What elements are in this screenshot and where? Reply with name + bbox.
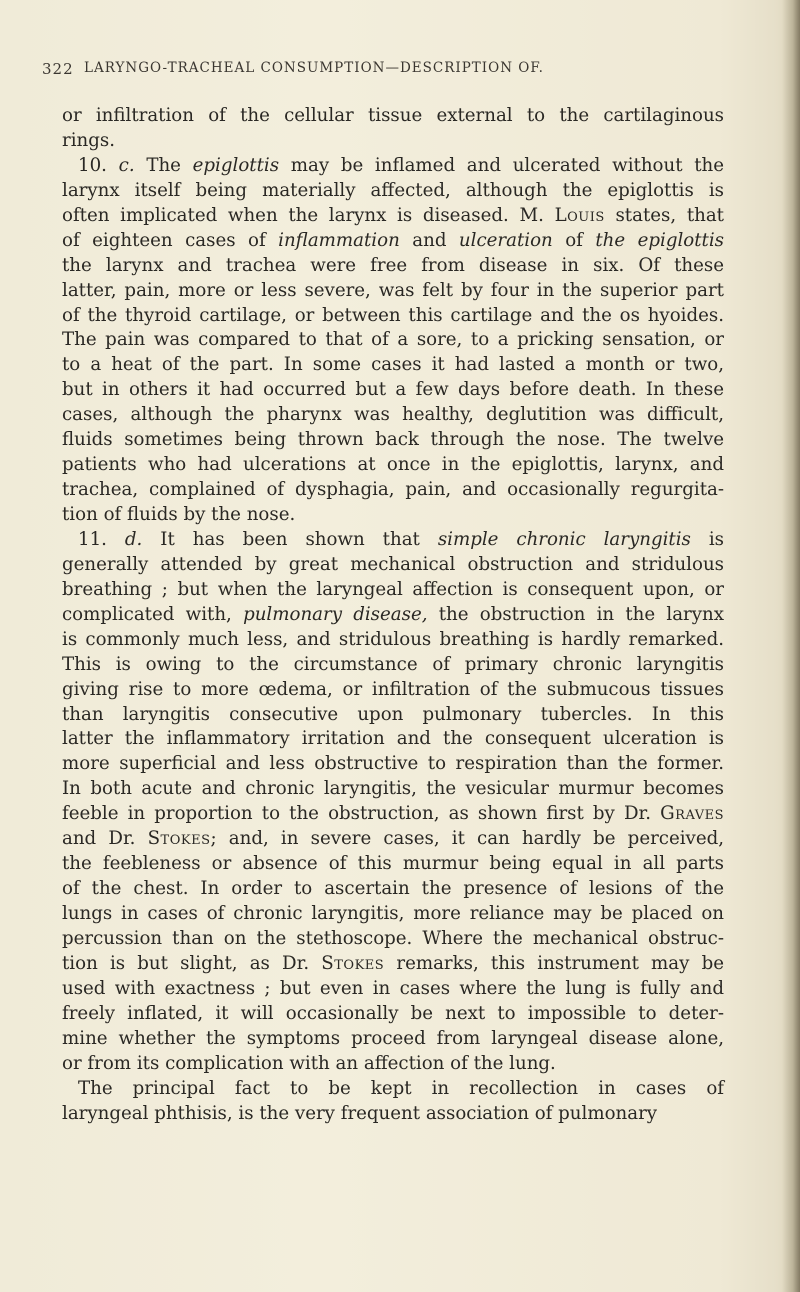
text-line xyxy=(62,827,724,852)
text-line xyxy=(62,553,724,578)
text-run: The pain was compared to that of a sore, to a pricking sensation, or xyxy=(62,329,724,351)
text-run: but in others it had occurred but a few days before death. In these xyxy=(62,379,724,401)
small-caps-name: Graves xyxy=(660,803,724,825)
text-line xyxy=(62,403,724,428)
text-line xyxy=(62,1077,724,1102)
text-run: often implicated when the larynx is diseased. M. xyxy=(62,204,555,226)
small-caps-name: Louis xyxy=(554,204,605,226)
text-line xyxy=(62,478,724,503)
text-line xyxy=(62,503,724,528)
text-run: trachea, complained of dysphagia, pain, and occasionally regurgita- xyxy=(62,479,724,501)
text-run: of the chest. In order to ascertain the presence of lesions of the xyxy=(62,878,724,900)
text-line xyxy=(62,727,724,752)
text-run: or infiltration of the cellular tissue external to the cartilaginous xyxy=(62,105,724,126)
text-line xyxy=(62,328,724,353)
italic-run: ulceration xyxy=(458,229,553,251)
text-line xyxy=(62,977,724,1002)
text-line xyxy=(62,154,724,179)
text-line xyxy=(62,378,724,403)
page-edge-shadow xyxy=(782,0,800,1292)
text-line xyxy=(62,304,724,329)
italic-run: epiglottis xyxy=(192,154,280,176)
text-run: tion is but slight, as Dr. xyxy=(62,952,322,974)
text-line xyxy=(62,952,724,977)
text-run: It has been shown that xyxy=(142,528,438,550)
text-run: rings. xyxy=(62,129,115,151)
text-run: latter, pain, more or less severe, was felt by four in the superior part xyxy=(62,279,724,301)
text-run: fluids sometimes being thrown back through the nose. The twelve xyxy=(62,429,724,451)
text-run: The principal fact to be kept in recollection in cases of xyxy=(78,1077,724,1099)
text-line xyxy=(62,1052,724,1077)
text-line xyxy=(62,877,724,902)
text-run: remarks, this instrument may be xyxy=(384,952,724,974)
text-line xyxy=(62,902,724,927)
text-run: or from its complication with an affection of the lung. xyxy=(62,1052,556,1074)
text-line xyxy=(62,703,724,728)
running-title: LARYNGO-TRACHEAL CONSUMPTION—DESCRIPTION OF. xyxy=(84,60,544,76)
text-line xyxy=(62,254,724,279)
text-run: larynx itself being materially affected, although the epiglottis is xyxy=(62,179,724,201)
text-run: cases, although the pharynx was healthy, deglutition was difficult, xyxy=(62,404,724,426)
text-line xyxy=(62,453,724,478)
text-line xyxy=(62,204,724,229)
text-run: latter the inflammatory irritation and the consequent ulceration is xyxy=(62,728,724,750)
text-run: is commonly much less, and stridulous breathing is hardly remarked. xyxy=(62,628,724,650)
text-run: freely inflated, it will occasionally be next to impossible to deter- xyxy=(62,1002,724,1024)
text-run: This is owing to the circumstance of primary chronic laryngitis xyxy=(62,653,724,675)
text-line xyxy=(62,129,724,154)
text-run: breathing ; but when the laryngeal affection is consequent upon, or xyxy=(62,578,724,600)
text-run: feeble in proportion to the obstruction, as shown first by Dr. xyxy=(62,803,661,825)
text-line xyxy=(62,752,724,777)
text-run: tion of fluids by the nose. xyxy=(62,504,296,525)
text-line xyxy=(62,1027,724,1052)
text-run: the obstruction in the larynx xyxy=(427,603,725,625)
text-line xyxy=(62,852,724,877)
small-caps-name: Stokes xyxy=(147,828,211,850)
text-line xyxy=(62,1002,724,1027)
text-run: the feebleness or absence of this murmur being equal in all parts xyxy=(62,853,724,875)
text-run: mine whether the symptoms proceed from laryngeal disease alone, xyxy=(62,1027,724,1049)
text-line xyxy=(62,179,724,204)
text-run: may be inflamed and ulcerated without the xyxy=(279,154,725,176)
body-text xyxy=(62,104,724,1126)
text-line xyxy=(62,229,724,254)
text-run: of xyxy=(552,229,596,251)
text-run: ; and, in severe cases, it can hardly be perceived, xyxy=(210,828,725,850)
text-run: In both acute and chronic laryngitis, the vesicular murmur becomes xyxy=(62,778,724,800)
text-line xyxy=(62,104,724,129)
small-caps-name: Stokes xyxy=(321,952,385,974)
text-run: the larynx and trachea were free from disease in six. Of these xyxy=(62,254,724,276)
text-run: and Dr. xyxy=(62,828,148,850)
italic-run: the epiglottis xyxy=(595,229,724,251)
page-number: 322 xyxy=(42,60,74,78)
text-run: is xyxy=(690,528,724,550)
italic-run: pulmonary disease, xyxy=(243,603,428,625)
text-line xyxy=(62,1102,724,1127)
text-line xyxy=(62,279,724,304)
text-run: 11. xyxy=(78,528,125,550)
text-run: to a heat of the part. In some cases it had lasted a month or two, xyxy=(62,354,724,376)
text-line xyxy=(62,777,724,802)
text-run: complicated with, xyxy=(62,603,244,625)
text-run: patients who had ulcerations at once in the epiglottis, larynx, and xyxy=(62,454,724,476)
text-line xyxy=(62,653,724,678)
text-line xyxy=(62,802,724,827)
text-line xyxy=(62,927,724,952)
text-line xyxy=(62,578,724,603)
italic-run: simple chronic laryngitis xyxy=(437,528,691,550)
text-line xyxy=(62,678,724,703)
text-run: and xyxy=(399,229,459,251)
text-line xyxy=(62,428,724,453)
text-run: more superficial and less obstructive to respiration than the former. xyxy=(62,753,724,775)
text-line xyxy=(62,528,724,553)
text-run: percussion than on the stethoscope. Where the mechanical obstruc- xyxy=(62,927,724,949)
text-run: used with exactness ; but even in cases where the lung is fully and xyxy=(62,977,724,999)
text-run: generally attended by great mechanical obstruction and stridulous xyxy=(62,553,724,575)
italic-run: d. xyxy=(124,528,143,550)
text-line xyxy=(62,628,724,653)
text-run: of eighteen cases of xyxy=(62,229,279,251)
text-run: states, that xyxy=(604,204,724,226)
italic-run: inflammation xyxy=(278,229,400,251)
text-run: 10. xyxy=(78,154,119,176)
text-run: giving rise to more œdema, or infiltration of the submucous tissues xyxy=(62,678,724,700)
text-run: lungs in cases of chronic laryngitis, more reliance may be placed on xyxy=(62,903,724,924)
text-line xyxy=(62,603,724,628)
text-run: The xyxy=(134,154,193,176)
text-run: of the thyroid cartilage, or between this cartilage and the os hyoides. xyxy=(62,304,724,326)
text-run: laryngeal phthisis, is the very frequent association of pulmonary xyxy=(62,1102,658,1124)
text-line xyxy=(62,353,724,378)
text-run: than laryngitis consecutive upon pulmonary tubercles. In this xyxy=(62,703,724,725)
italic-run: c. xyxy=(118,154,135,176)
